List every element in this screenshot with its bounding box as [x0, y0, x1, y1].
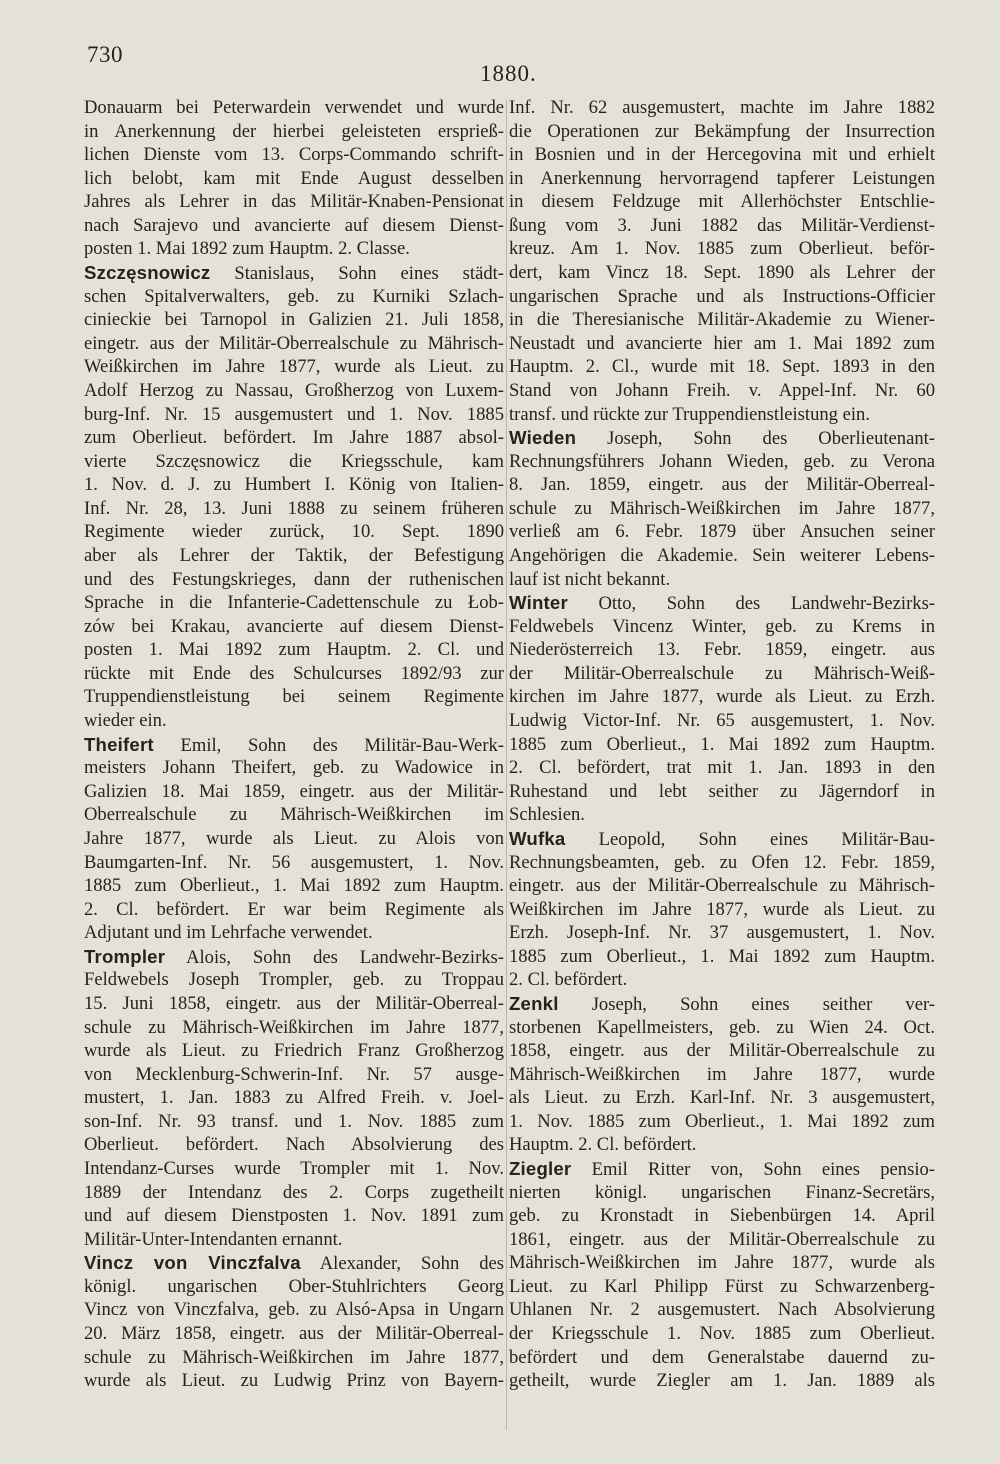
text-line [84, 1346, 504, 1370]
line-text: Mährisch-Weißkirchen im Jahre 1877, wurde als [509, 1252, 935, 1274]
line-text: eingetr. aus der Militär-Oberrealschule zu Mährisch- [509, 875, 935, 897]
line-text: Inf. Nr. 62 ausgemustert, machte im Jahre 1882 [509, 97, 935, 118]
text-line [509, 898, 935, 922]
text-line [84, 1039, 504, 1063]
text-line [84, 709, 504, 733]
line-text: Rechnungsführers Johann Wieden, geb. zu Verona [509, 450, 935, 472]
text-line [509, 1181, 935, 1205]
line-text: die Operationen zur Bekämpfung der Insurrection [509, 120, 935, 142]
line-text: Oberrealschule zu Mährisch-Weißkirchen im [84, 804, 504, 826]
line-text: kirchen im Jahre 1877, wurde als Lieut. zu Erzh. [509, 686, 935, 708]
line-text: Jahre 1877, wurde als Lieut. zu Alois von [84, 827, 504, 849]
line-text: ßung vom 3. Juni 1882 das Militär-Verdienst- [509, 214, 935, 236]
line-text: Hauptm. 2. Cl. befördert. [509, 1134, 697, 1156]
text-line [84, 1322, 504, 1346]
entry-surname: Winter [509, 592, 568, 614]
entry-surname: Zenkl [509, 992, 559, 1014]
line-text: Sprache in die Infanterie-Cadettenschule zu Łob- [84, 592, 504, 614]
text-line [509, 756, 935, 780]
text-line [84, 1016, 504, 1040]
line-text: wurde als Lieut. zu Ludwig Prinz von Bayern- [84, 1370, 504, 1392]
text-line [84, 143, 504, 167]
text-line [84, 780, 504, 804]
line-text: lichen Dienste vom 13. Corps-Commando schrift- [84, 144, 504, 166]
text-line [84, 261, 504, 285]
text-line [84, 120, 504, 144]
line-text: 15. Juni 1858, eingetr. aus der Militär-Oberreal- [84, 992, 504, 1014]
line-text: Uhlanen Nr. 2 ausgemustert. Nach Absolvierung [509, 1299, 935, 1321]
line-text: lauf ist nicht bekannt. [509, 568, 671, 590]
line-text: und des Festungskrieges, dann der ruthenischen [84, 568, 504, 590]
line-text: Hauptm. 2. Cl., wurde mit 18. Sept. 1893 in den [509, 356, 935, 378]
text-line [84, 1110, 504, 1134]
text-line [509, 1016, 935, 1040]
line-text: in Anerkennung der hierbei geleisteten ersprieß- [84, 120, 504, 142]
line-text: storbenen Kapellmeisters, geb. zu Wien 24. Oct. [509, 1016, 935, 1038]
line-text: burg-Inf. Nr. 15 ausgemustert und 1. Nov. 1885 [84, 403, 504, 425]
text-line [509, 803, 935, 827]
text-line [84, 96, 504, 120]
line-text: 20. März 1858, eingetr. aus der Militär-Oberreal- [84, 1323, 504, 1345]
text-line [509, 591, 935, 615]
line-text: 2. Cl. befördert. Er war beim Regimente als [84, 898, 504, 920]
text-line [509, 992, 935, 1016]
line-text: Truppendienstleistung bei seinem Regimente [84, 686, 504, 708]
text-line [509, 237, 935, 261]
left-column [84, 96, 504, 1393]
text-line [84, 1204, 504, 1228]
text-line [84, 827, 504, 851]
text-line [84, 544, 504, 568]
line-text: befördert und dem Generalstabe dauernd zu- [509, 1346, 935, 1368]
text-line [509, 874, 935, 898]
line-text: Donauarm bei Peterwardein verwendet und wurde [84, 97, 504, 118]
text-line [84, 473, 504, 497]
page-number: 730 [87, 42, 123, 67]
line-text: Weißkirchen im Jahre 1877, wurde als Lieut. zu [509, 898, 935, 920]
text-line [84, 898, 504, 922]
text-line [84, 968, 504, 992]
line-text: 1. Nov. d. J. zu Humbert I. König von Italien- [84, 474, 504, 496]
line-text: der Kriegsschule 1. Nov. 1885 zum Oberlieut. [509, 1323, 935, 1345]
text-line [509, 968, 935, 992]
line-text: Rechnungsbeamten, geb. zu Ofen 12. Febr. 1859, [509, 851, 935, 873]
text-line [509, 403, 935, 427]
line-text: mustert, 1. Jan. 1883 zu Alfred Freih. v. Joel- [84, 1087, 504, 1109]
text-line [509, 143, 935, 167]
text-line [509, 638, 935, 662]
text-line [84, 615, 504, 639]
line-text: in Anerkennung hervorragend tapferer Leistungen [509, 167, 935, 189]
text-line [509, 426, 935, 450]
line-text: Neustadt und avancierte hier am 1. Mai 1892 zum [509, 332, 935, 354]
text-line [84, 332, 504, 356]
text-line [509, 921, 935, 945]
line-text: Alois, Sohn des Landwehr-Bezirks- [165, 946, 504, 968]
text-line [509, 851, 935, 875]
entry-surname: Wufka [509, 827, 566, 849]
entry-surname: Trompler [84, 945, 166, 967]
line-text: ungarischen Sprache und als Instructions-Officier [509, 285, 935, 307]
line-text: Otto, Sohn des Landwehr-Bezirks- [567, 593, 935, 615]
line-text: 2. Cl. befördert, trat mit 1. Jan. 1893 in den [509, 757, 935, 779]
line-text: 8. Jan. 1859, eingetr. aus der Militär-Oberreal- [509, 474, 935, 496]
line-text: in die Theresianische Militär-Akademie zu Wiener- [509, 309, 935, 331]
line-text: Lieut. zu Karl Philipp Fürst zu Schwarzenberg- [509, 1275, 935, 1297]
line-text: Ludwig Victor-Inf. Nr. 65 ausgemustert, 1. Nov. [509, 710, 935, 732]
line-text: kreuz. Am 1. Nov. 1885 zum Oberlieut. beför- [509, 238, 935, 260]
line-text: Niederösterreich 13. Febr. 1859, eingetr. aus [509, 639, 935, 661]
line-text: 1885 zum Oberlieut., 1. Mai 1892 zum Hauptm. [509, 733, 935, 755]
text-line [84, 308, 504, 332]
line-text: posten 1. Mai 1892 zum Hauptm. 2. Classe. [84, 238, 410, 260]
text-line [509, 685, 935, 709]
line-text: zów bei Krakau, avancierte auf diesem Dienst- [84, 615, 504, 637]
line-text: nach Sarajevo und avancierte auf diesem Dienst- [84, 214, 504, 236]
text-line [509, 497, 935, 521]
text-line [509, 568, 935, 592]
text-line [84, 568, 504, 592]
line-text: und auf diesem Dienstposten 1. Nov. 1891 zum [84, 1205, 504, 1227]
text-line [509, 1086, 935, 1110]
line-text: Militär-Unter-Intendanten ernannt. [84, 1228, 343, 1250]
text-line [509, 1322, 935, 1346]
column-divider [506, 100, 507, 1430]
line-text: 1858, eingetr. aus der Militär-Oberrealschule zu [509, 1040, 935, 1062]
text-line [84, 285, 504, 309]
line-text: vierte Szczęsnowicz die Kriegsschule, kam [84, 450, 504, 472]
line-text: Adolf Herzog zu Nassau, Großherzog von Luxem- [84, 379, 504, 401]
line-text: zum Oberlieut. befördert. Im Jahre 1887 absol- [84, 427, 504, 449]
line-text: der Militär-Oberrealschule zu Mährisch-Weiß- [509, 662, 935, 684]
text-line [84, 190, 504, 214]
text-line [509, 615, 935, 639]
entry-surname: Ziegler [509, 1158, 572, 1180]
line-text: Inf. Nr. 28, 13. Juni 1888 zu seinem früheren [84, 497, 504, 519]
text-line [84, 450, 504, 474]
text-line [509, 120, 935, 144]
text-line [509, 450, 935, 474]
text-line [84, 1251, 504, 1275]
line-text: Regimente wieder zurück, 10. Sept. 1890 [84, 521, 504, 543]
text-line [84, 1133, 504, 1157]
text-line [509, 1298, 935, 1322]
line-text: Weißkirchen im Jahre 1877, wurde als Lieut. zu [84, 356, 504, 378]
text-line [84, 426, 504, 450]
text-line [84, 403, 504, 427]
line-text: 1885 zum Oberlieut., 1. Mai 1892 zum Hauptm. [509, 945, 935, 967]
text-line [509, 709, 935, 733]
text-line [509, 827, 935, 851]
line-text: dert, kam Vincz 18. Sept. 1890 als Lehrer der [509, 262, 935, 284]
right-column [509, 96, 935, 1393]
line-text: transf. und rückte zur Truppendienstleistung ein. [509, 403, 870, 425]
text-line [84, 1157, 504, 1181]
line-text: wieder ein. [84, 710, 167, 732]
text-line [84, 662, 504, 686]
entry-surname: Theifert [84, 733, 154, 755]
line-text: verließ am 6. Febr. 1879 über Ansuchen seiner [509, 521, 935, 543]
line-text: schule zu Mährisch-Weißkirchen im Jahre 1877, [509, 497, 935, 519]
text-line [509, 1275, 935, 1299]
line-text: lich belobt, kam mit Ende August desselben [84, 167, 504, 189]
text-line [509, 662, 935, 686]
line-text: Leopold, Sohn eines Militär-Bau- [565, 828, 935, 850]
text-line [509, 167, 935, 191]
text-line [84, 992, 504, 1016]
line-text: nierten königl. ungarischen Finanz-Secretärs, [509, 1181, 935, 1203]
text-line [509, 379, 935, 403]
line-text: schule zu Mährisch-Weißkirchen im Jahre 1877, [84, 1346, 504, 1368]
line-text: schen Spitalverwalters, geb. zu Kurniki Szlach- [84, 285, 504, 307]
text-line [509, 1204, 935, 1228]
line-text: 2. Cl. befördert. [509, 969, 628, 991]
text-line [84, 1275, 504, 1299]
text-line [509, 1346, 935, 1370]
text-line [509, 780, 935, 804]
line-text: Oberlieut. befördert. Nach Absolvierung des [84, 1134, 504, 1156]
running-head-year: 1880. [480, 61, 537, 86]
line-text: Feldwebels Vincenz Winter, geb. zu Krems in [509, 615, 935, 637]
line-text: Stanislaus, Sohn eines städt- [210, 263, 504, 285]
text-line [84, 237, 504, 261]
line-text: Intendanz-Curses wurde Trompler mit 1. Nov. [84, 1158, 504, 1180]
text-line [84, 1181, 504, 1205]
line-text: Stand von Johann Freih. v. Appel-Inf. Nr. 60 [509, 379, 935, 401]
line-text: 1861, eingetr. aus der Militär-Oberrealschule zu [509, 1228, 935, 1250]
line-text: cinieckie bei Tarnopol in Galizien 21. Juli 1858, [84, 309, 504, 331]
text-line [84, 520, 504, 544]
line-text: geb. zu Kronstadt in Siebenbürgen 14. April [509, 1205, 935, 1227]
line-text: Joseph, Sohn des Oberlieutenant- [576, 428, 935, 450]
line-text: son-Inf. Nr. 93 transf. und 1. Nov. 1885 zum [84, 1110, 504, 1132]
text-line [84, 733, 504, 757]
line-text: von Mecklenburg-Schwerin-Inf. Nr. 57 ausge- [84, 1063, 504, 1085]
line-text: posten 1. Mai 1892 zum Hauptm. 2. Cl. und [84, 639, 504, 661]
text-line [84, 1228, 504, 1252]
text-line [84, 355, 504, 379]
text-line [84, 214, 504, 238]
text-line [509, 1369, 935, 1393]
line-text: eingetr. aus der Militär-Oberrealschule zu Mährisch- [84, 332, 504, 354]
line-text: Ruhestand und lebt seither zu Jägerndorf in [509, 780, 935, 802]
text-line [84, 756, 504, 780]
text-line [509, 308, 935, 332]
text-line [84, 685, 504, 709]
text-line [509, 520, 935, 544]
entry-surname: Szczęsnowicz [84, 262, 211, 284]
line-text: rückte mit Ende des Schulcurses 1892/93 zur [84, 662, 504, 684]
text-line [509, 355, 935, 379]
line-text: Angehörigen die Akademie. Sein weiterer Lebens- [509, 544, 935, 566]
text-line [84, 1369, 504, 1393]
text-line [509, 332, 935, 356]
line-text: aber als Lehrer der Taktik, der Befestigung [84, 544, 504, 566]
entry-surname: Wieden [509, 427, 577, 449]
text-line [509, 261, 935, 285]
text-line [509, 285, 935, 309]
text-line [509, 214, 935, 238]
text-line [84, 874, 504, 898]
text-line [84, 1298, 504, 1322]
line-text: Adjutant und im Lehrfache verwendet. [84, 922, 373, 944]
text-line [509, 473, 935, 497]
text-line [84, 1086, 504, 1110]
line-text: Vincz von Vinczfalva, geb. zu Alsó-Apsa in Ungarn [84, 1299, 504, 1321]
text-line [84, 591, 504, 615]
line-text: Joseph, Sohn eines seither ver- [558, 993, 935, 1015]
line-text: in diesem Feldzuge mit Allerhöchster Entschlie- [509, 191, 935, 213]
line-text: Mährisch-Weißkirchen im Jahre 1877, wurde [509, 1063, 935, 1085]
text-line [509, 1157, 935, 1181]
line-text: meisters Johann Theifert, geb. zu Wadowice in [84, 757, 504, 779]
line-text: Galizien 18. Mai 1859, eingetr. aus der Militär- [84, 780, 504, 802]
text-line [509, 1251, 935, 1275]
line-text: Jahres als Lehrer in das Militär-Knaben-Pensionat [84, 191, 504, 213]
line-text: schule zu Mährisch-Weißkirchen im Jahre 1877, [84, 1016, 504, 1038]
line-text: Schlesien. [509, 804, 585, 826]
text-line [84, 803, 504, 827]
line-text: wurde als Lieut. zu Friedrich Franz Großherzog [84, 1040, 504, 1062]
line-text: in Bosnien und in der Hercegovina mit und erhielt [509, 144, 935, 166]
text-line [509, 1228, 935, 1252]
text-line [84, 851, 504, 875]
line-text: Erzh. Joseph-Inf. Nr. 37 ausgemustert, 1. Nov. [509, 922, 935, 944]
line-text: 1. Nov. 1885 zum Oberlieut., 1. Mai 1892 zum [509, 1110, 935, 1132]
text-line [84, 921, 504, 945]
line-text: getheilt, wurde Ziegler am 1. Jan. 1889 als [509, 1370, 935, 1392]
line-text: 1889 der Intendanz des 2. Corps zugetheilt [84, 1181, 504, 1203]
text-line [509, 544, 935, 568]
line-text: Alexander, Sohn des [300, 1253, 504, 1275]
entry-surname: Vincz von Vinczfalva [84, 1252, 301, 1274]
text-line [509, 1133, 935, 1157]
text-line [509, 733, 935, 757]
text-line [509, 1039, 935, 1063]
text-line [84, 1063, 504, 1087]
line-text: Feldwebels Joseph Trompler, geb. zu Troppau [84, 969, 504, 991]
text-line [84, 945, 504, 969]
text-line [509, 945, 935, 969]
text-line [509, 96, 935, 120]
text-line [509, 190, 935, 214]
line-text: Emil Ritter von, Sohn eines pensio- [571, 1159, 935, 1181]
text-line [84, 379, 504, 403]
line-text: Emil, Sohn des Militär-Bau-Werk- [153, 734, 504, 756]
text-line [84, 638, 504, 662]
line-text: 1885 zum Oberlieut., 1. Mai 1892 zum Hauptm. [84, 875, 504, 897]
text-line [84, 497, 504, 521]
line-text: Baumgarten-Inf. Nr. 56 ausgemustert, 1. Nov. [84, 851, 504, 873]
text-line [509, 1063, 935, 1087]
text-line [84, 167, 504, 191]
line-text: königl. ungarischen Ober-Stuhlrichters Georg [84, 1275, 504, 1297]
text-line [509, 1110, 935, 1134]
line-text: als Lieut. zu Erzh. Karl-Inf. Nr. 3 ausgemustert, [509, 1087, 935, 1109]
